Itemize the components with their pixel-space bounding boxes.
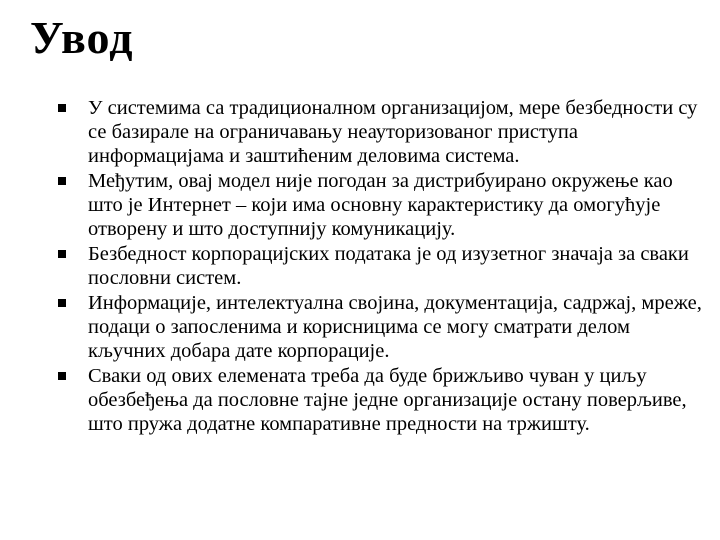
square-bullet-icon [58, 104, 66, 112]
bullet-item [58, 96, 712, 168]
square-bullet-icon [58, 372, 66, 380]
bullet-text: Међутим, овај модел није погодан за дистрибуирано окружење као што је Интернет – који има основну карактеристику да омогућује отворену и што доступнију комуникацију. [88, 170, 673, 240]
bullet-item [58, 169, 712, 241]
bullet-list [58, 96, 712, 437]
bullet-text: У системима са традиционалном организацијом, мере безбедности су се базирале на ограничавању неауторизованог приступа информацијама и заштићеним деловима система. [88, 97, 698, 167]
bullet-item [58, 364, 712, 436]
square-bullet-icon [58, 299, 66, 307]
square-bullet-icon [58, 250, 66, 258]
square-bullet-icon [58, 177, 66, 185]
bullet-text: Безбедност корпорацијских података је од изузетног значаја за сваки пословни систем. [88, 243, 689, 289]
slide-title: Увод [30, 12, 134, 63]
bullet-item [58, 242, 712, 290]
bullet-text: Информације, интелектуална својина, документација, садржај, мреже, подаци о запосленима и корисницима се могу сматрати делом кључних добара дате корпорације. [88, 292, 702, 362]
bullet-item [58, 291, 712, 363]
bullet-text: Сваки од ових елемената треба да буде брижљиво чуван у циљу обезбеђења да пословне тајне једне организације остану поверљиве, што пружа додатне компаративне предности на тржишту. [88, 365, 687, 435]
